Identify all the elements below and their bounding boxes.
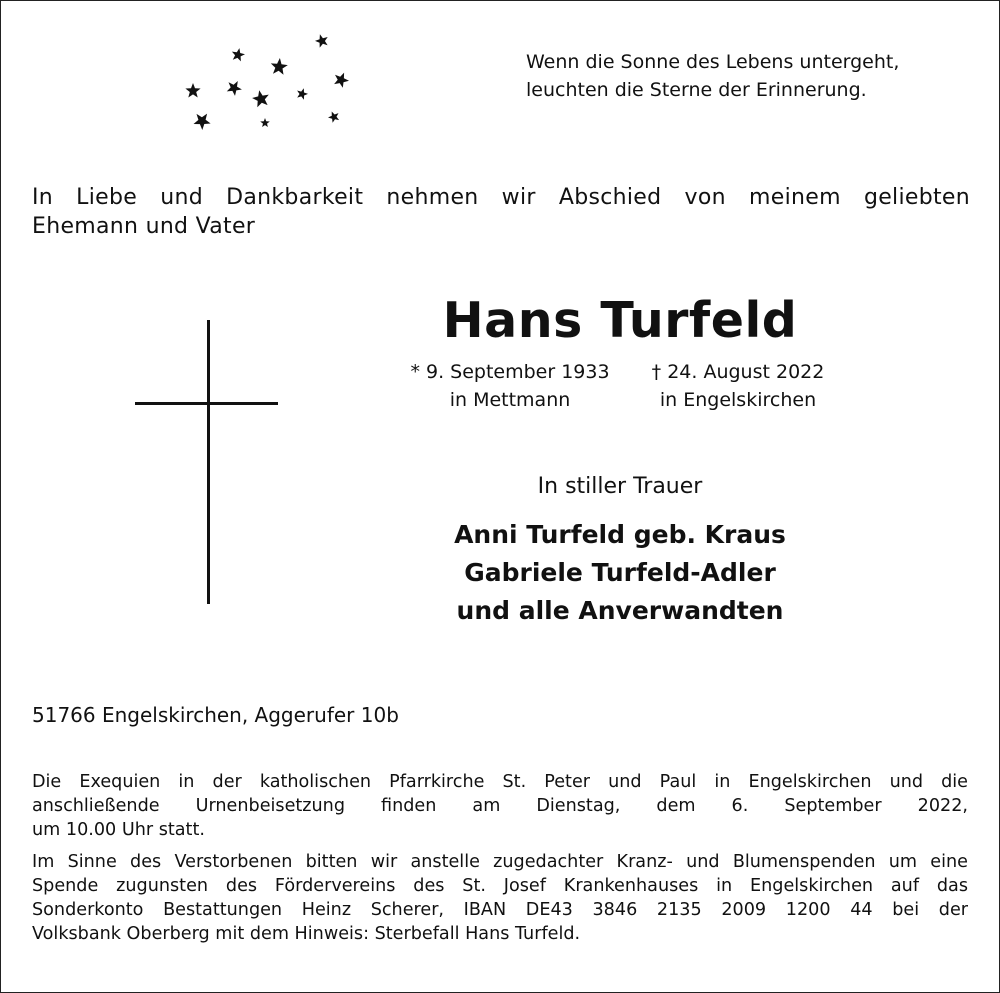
service-line: um 10.00 Uhr statt.: [32, 820, 205, 840]
mourners-list: [370, 516, 870, 630]
donation-line: Volksbank Oberberg mit dem Hinweis: Sterbefall Hans Turfeld.: [32, 924, 581, 944]
death-place: in Engelskirchen: [659, 389, 817, 411]
birth-date: * 9. September 1933: [410, 361, 610, 383]
intro-line-2: Ehemann und Vater: [32, 214, 256, 239]
motto: [526, 48, 946, 104]
mourner-name: Anni Turfeld geb. Kraus: [454, 520, 786, 549]
motto-line-2: leuchten die Sterne der Erinnerung.: [526, 79, 867, 101]
mourning-phrase: In stiller Trauer: [537, 474, 703, 499]
donation-line: Im Sinne des Verstorbenen bitten wir anstelle zugedachter Kranz- und Blumenspenden um eine: [32, 852, 968, 872]
address: 51766 Engelskirchen, Aggerufer 10b: [32, 703, 399, 727]
intro-text: [32, 183, 970, 241]
donation-line: Sonderkonto Bestattungen Heinz Scherer, IBAN DE43 3846 2135 2009 1200 44 bei der: [32, 900, 968, 920]
death-date: † 24. August 2022: [651, 361, 825, 383]
donation-paragraph: [32, 850, 968, 946]
star-shape: [194, 114, 211, 130]
motto-line-1: Wenn die Sonne des Lebens untergeht,: [526, 51, 900, 73]
donation-line: Spende zugunsten des Fördervereins des St. Josef Krankenhauses in Engelskirchen auf das: [32, 876, 968, 896]
service-line: Die Exequien in der katholischen Pfarrkirche St. Peter und Paul in Engelskirchen und die: [32, 772, 968, 792]
mourner-name: und alle Anverwandten: [456, 596, 784, 625]
birth-place: in Mettmann: [449, 389, 571, 411]
deceased-name: Hans Turfeld: [442, 292, 798, 349]
star-shape: [271, 58, 288, 75]
stars-icon: [0, 0, 400, 150]
star-shape: [328, 112, 339, 123]
star-shape: [297, 88, 308, 99]
star-shape: [315, 34, 328, 47]
star-shape: [232, 48, 245, 61]
star-shape: [185, 83, 200, 98]
intro-line-1: In Liebe und Dankbarkeit nehmen wir Abschied von meinem geliebten: [32, 185, 970, 210]
star-shape: [227, 81, 242, 96]
service-paragraph: [32, 770, 968, 842]
mourner-name: Gabriele Turfeld-Adler: [464, 558, 776, 587]
death-info: [628, 358, 848, 414]
star-shape: [260, 118, 270, 127]
service-line: anschließende Urnenbeisetzung finden am Dienstag, dem 6. September 2022,: [32, 796, 968, 816]
star-shape: [334, 73, 349, 88]
cross-icon: [130, 316, 290, 606]
birth-info: [395, 358, 625, 414]
star-shape: [252, 90, 269, 107]
